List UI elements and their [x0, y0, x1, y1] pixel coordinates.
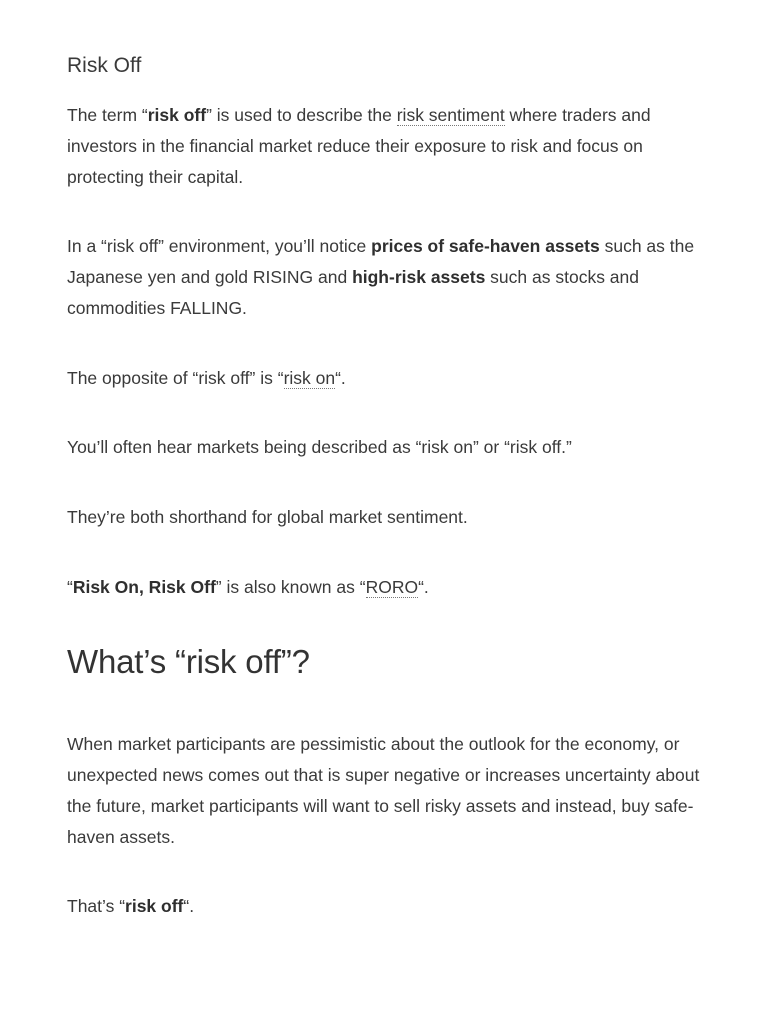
- bold-term-risk-off: risk off: [147, 105, 207, 125]
- bold-high-risk-assets: high-risk assets: [352, 267, 486, 287]
- text: where traders and investors in the financial market reduce their exposure to risk and focus on protecting their capital.: [67, 105, 651, 187]
- text: The term “: [67, 105, 148, 125]
- text: such as the Japanese yen and gold RISING and: [67, 236, 695, 287]
- roro-link[interactable]: RORO: [365, 577, 419, 597]
- bold-safe-haven-assets: prices of safe-haven assets: [371, 236, 600, 256]
- section-heading-whats-risk-off: What’s “risk off”?: [67, 643, 310, 680]
- paragraph-roro: [67, 572, 707, 603]
- text: ” is also known as “: [215, 577, 366, 597]
- paragraph-definition: [67, 100, 707, 193]
- text: The opposite of “risk off” is “: [67, 368, 284, 388]
- text: “.: [335, 368, 346, 388]
- text: such as stocks and commodities FALLING.: [67, 267, 640, 318]
- paragraph-environment: [67, 231, 707, 324]
- bold-risk-off: risk off: [125, 896, 184, 916]
- risk-on-link[interactable]: risk on: [283, 368, 336, 388]
- paragraph-thats-risk-off: [67, 891, 707, 922]
- paragraph-often-hear: You’ll often hear markets being described as “risk on” or “risk off.”: [67, 437, 572, 457]
- text: “.: [183, 896, 195, 916]
- text: In a “risk off” environment, you’ll notice: [67, 236, 372, 256]
- text: That’s “: [67, 896, 126, 916]
- paragraph-shorthand: They’re both shorthand for global market sentiment.: [67, 507, 468, 527]
- text: “.: [418, 577, 429, 597]
- text: ” is used to describe the: [206, 105, 397, 125]
- text: “: [67, 577, 73, 597]
- article-title: Risk Off: [67, 54, 142, 77]
- paragraph-opposite: [67, 363, 707, 394]
- risk-sentiment-link[interactable]: risk sentiment: [396, 105, 505, 125]
- paragraph-explanation: When market participants are pessimistic about the outlook for the economy, or unexpected news comes out that is super negative or increases uncertainty about the future, market participants will want to sell risky assets and instead, buy safe-haven assets.: [67, 734, 700, 847]
- bold-risk-on-risk-off: Risk On, Risk Off: [72, 577, 216, 597]
